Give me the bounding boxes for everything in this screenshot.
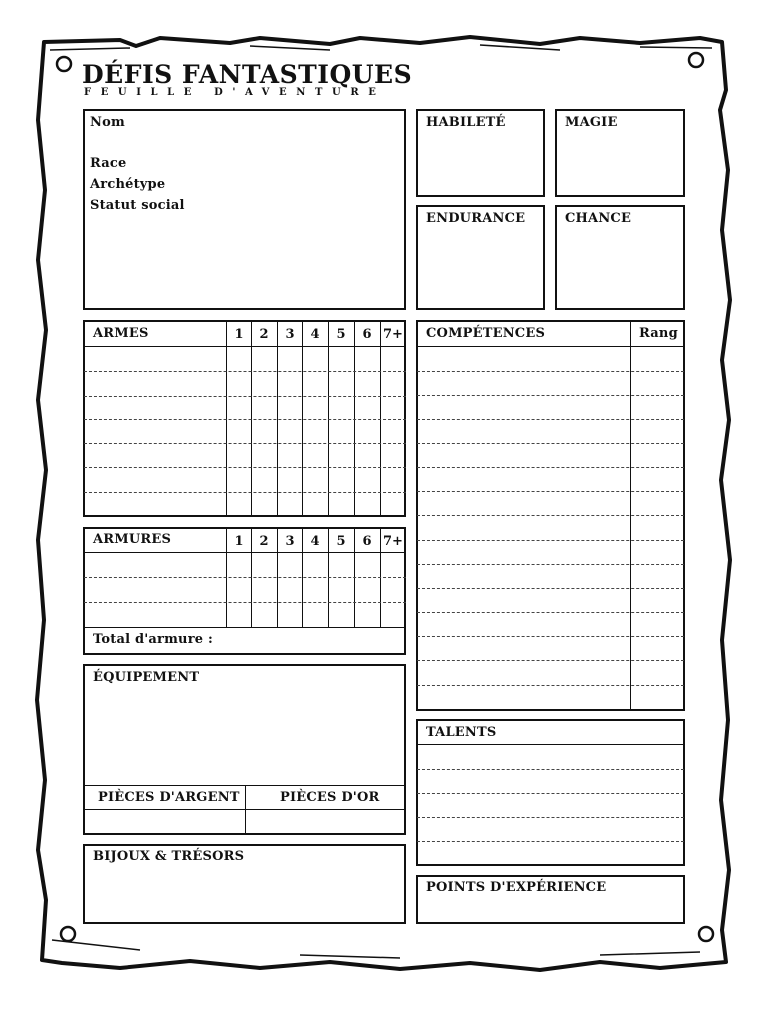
weapons-col-header: 7+ [383,327,403,342]
talents-row-rule [417,841,684,842]
armour-col-header: 6 [362,534,372,549]
talents-header-rule [417,744,684,745]
weapons-col-header: 5 [336,327,346,342]
experience-title: POINTS D'EXPÉRIENCE [426,880,607,895]
weapons-row-rule [84,443,406,444]
weapons-col-header: 6 [362,327,372,342]
weapons-header-rule [84,346,406,347]
weapons-row-rule [84,371,406,372]
luck-label: CHANCE [565,211,632,226]
armour-header-rule [84,552,406,553]
armour-row-rule [84,577,406,578]
armour-row-rule [84,602,406,603]
armour-col-header: 3 [285,534,295,549]
stamina-label: ENDURANCE [426,211,526,226]
weapons-col-header: 3 [285,327,295,342]
armour-col-header: 4 [310,534,320,549]
weapons-row-rule [84,492,406,493]
name-label: Nom [90,115,125,130]
race-label: Race [90,156,127,171]
skills-row-rule [417,515,684,516]
armour-col-header: 1 [234,534,244,549]
treasures-title: BIJOUX & TRÉSORS [93,849,245,864]
skills-row-rule [417,588,684,589]
weapons-row-rule [84,419,406,420]
skills-row-rule [417,371,684,372]
magic-label: MAGIE [565,115,618,130]
skills-row-rule [417,395,684,396]
armour-total-rule [84,627,406,628]
sheet-title: DÉFIS FANTASTIQUES [82,60,413,89]
armour-total-label: Total d'armure : [93,632,213,647]
social-status-label: Statut social [90,198,185,213]
skills-title: COMPÉTENCES [426,326,546,341]
skills-row-rule [417,636,684,637]
weapons-col-header: 2 [259,327,269,342]
armour-title: ARMURES [93,532,172,547]
weapons-col-header: 1 [234,327,244,342]
equipment-title: ÉQUIPEMENT [93,670,200,685]
armour-col-header: 5 [336,534,346,549]
armour-col-header: 2 [259,534,269,549]
skills-row-rule [417,564,684,565]
weapons-row-rule [84,467,406,468]
talents-row-rule [417,817,684,818]
talents-row-rule [417,769,684,770]
weapons-col-header: 4 [310,327,320,342]
silver-pieces-label: PIÈCES D'ARGENT [98,790,240,805]
skills-row-rule [417,612,684,613]
armour-col-header: 7+ [383,534,403,549]
skill-label: HABILETÉ [426,115,506,130]
skills-row-rule [417,467,684,468]
talents-row-rule [417,793,684,794]
gold-pieces-label: PIÈCES D'OR [280,790,380,805]
money-divider [245,785,246,834]
skills-row-rule [417,685,684,686]
skills-row-rule [417,419,684,420]
skills-rank-label: Rang [639,326,678,341]
talents-title: TALENTS [426,725,497,740]
skills-row-rule [417,540,684,541]
skills-row-rule [417,491,684,492]
skills-header-rule [417,346,684,347]
weapons-title: ARMES [93,326,149,341]
skills-row-rule [417,660,684,661]
weapons-row-rule [84,396,406,397]
sheet-subtitle: FEUILLE D'AVENTURE [84,87,386,98]
skills-row-rule [417,443,684,444]
archetype-label: Archétype [90,177,166,192]
